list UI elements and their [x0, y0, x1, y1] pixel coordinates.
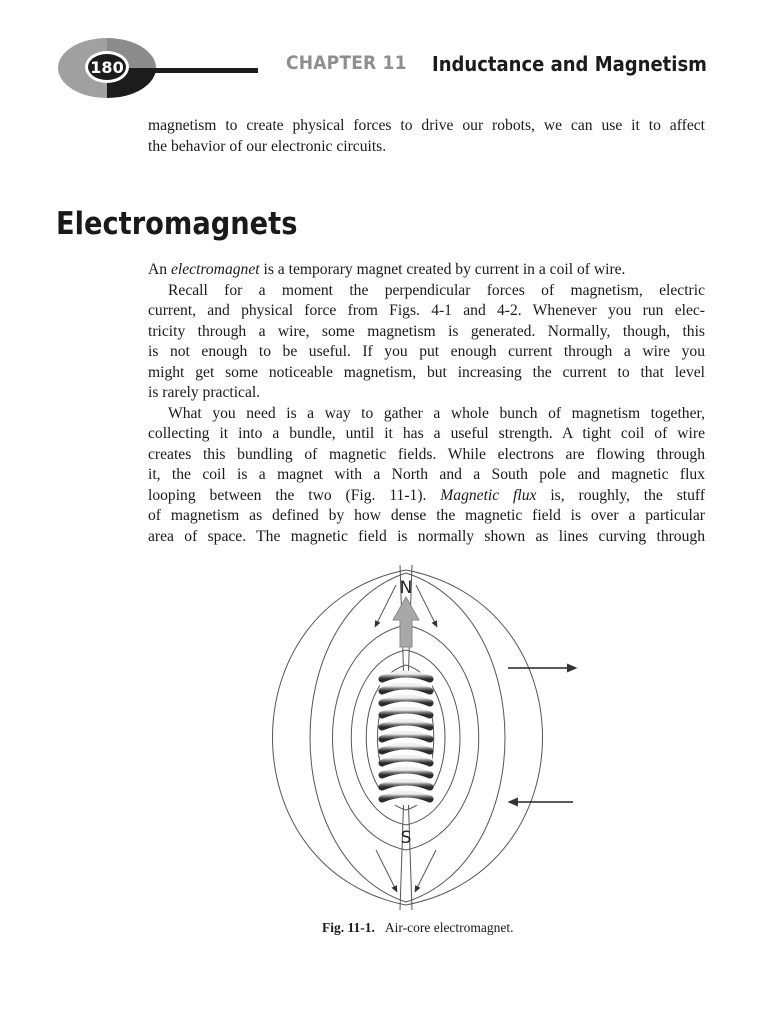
- text-line: tricity through a wire, some magnetism is generated. Normally, though, this: [148, 322, 705, 340]
- text-line: current, and physical force from Figs. 4-1 and 4-2. Whenever you run elec-: [148, 302, 705, 319]
- coil: [380, 671, 506, 805]
- text-line: of magnetism as defined by how dense the magnetic field is over a particular: [148, 507, 705, 524]
- chapter-title: Inductance and Magnetism: [432, 52, 707, 76]
- intro-paragraph: [148, 116, 705, 157]
- figure-caption: [322, 920, 514, 936]
- paragraph-1: An electromagnet is a temporary magnet created by current in a coil of wire.: [148, 261, 626, 278]
- section-body: [148, 260, 705, 547]
- electromagnet-figure: [268, 565, 588, 910]
- term-magnetic-flux: Magnetic flux: [440, 486, 537, 504]
- text-line: magnetism to create physical forces to drive our robots, we can use it to affect: [148, 117, 705, 134]
- section-heading: Electromagnets: [56, 206, 298, 242]
- text-line: it, the coil is a magnet with a North and a South pole and magnetic flux: [148, 466, 705, 483]
- north-arrow-icon: [393, 597, 419, 647]
- text-line: collecting it into a bundle, until it has a useful strength. A tight coil of wire: [148, 425, 705, 442]
- chapter-label: CHAPTER 11: [286, 52, 407, 74]
- text-line: Recall for a moment the perpendicular forces of magnetism, electric: [168, 281, 705, 299]
- page-number: 180: [90, 58, 124, 77]
- caption-text: Air-core electromagnet.: [384, 920, 514, 935]
- text-line: looping between the two (Fig. 11-1). Magnetic flux is, roughly, the stuff: [148, 486, 706, 504]
- text-line: is rarely practical.: [148, 384, 261, 401]
- text-line: creates this bundling of magnetic fields. While electrons are flowing through: [148, 445, 705, 463]
- text-line: the behavior of our electronic circuits.: [148, 137, 387, 155]
- page-number-badge: [58, 38, 156, 98]
- south-label: S: [400, 828, 412, 848]
- term-electromagnet: electromagnet: [170, 261, 260, 278]
- header-rule: [150, 68, 258, 73]
- text-line: is not enough to be useful. If you put enough current through a wire you: [148, 343, 705, 360]
- text-line: area of space. The magnetic field is normally shown as lines curving through: [148, 527, 705, 545]
- caption-label: Fig. 11-1.: [322, 920, 375, 935]
- north-label: N: [399, 578, 413, 598]
- text-line: What you need is a way to gather a whole bunch of magnetism together,: [168, 404, 705, 422]
- text-line: might get some noticeable magnetism, but increasing the current to that level: [148, 363, 705, 381]
